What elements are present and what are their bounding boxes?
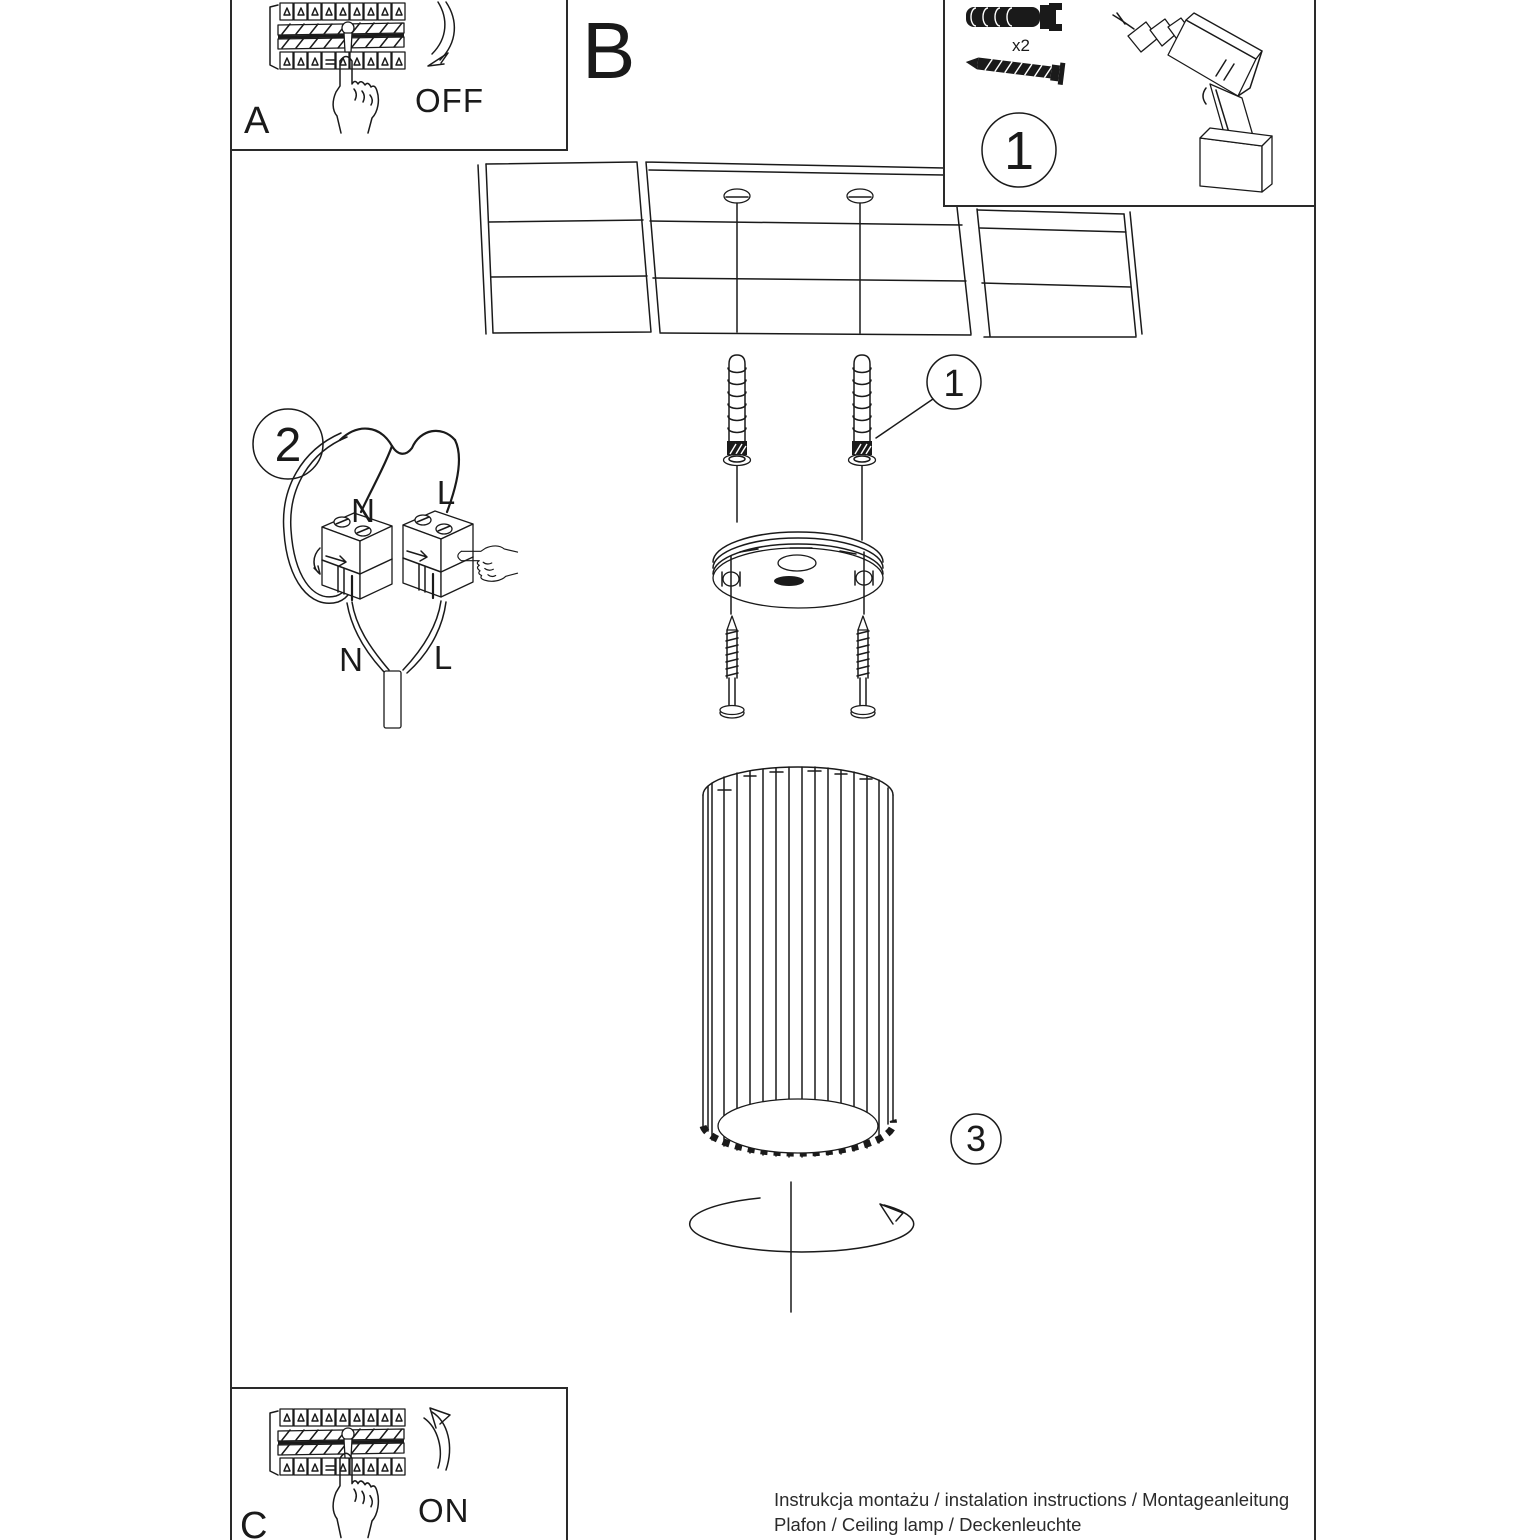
wire-label-n: N: [339, 641, 363, 678]
terminal-label-n: N: [351, 492, 375, 529]
mounting-hole-left: [724, 189, 750, 332]
footer-line2: Plafon / Ceiling lamp / Deckenleuchte: [774, 1514, 1082, 1535]
mounting-hole-right: [847, 189, 873, 333]
wall-plug-right: [849, 355, 876, 540]
on-label: ON: [418, 1492, 470, 1529]
terminal-label-l: L: [436, 474, 456, 511]
rotation-arrow-icon: [690, 1182, 914, 1312]
callout-anchor: [876, 355, 981, 438]
quantity-label: x2: [1012, 36, 1030, 55]
canopy-drawing: [713, 532, 883, 614]
cable-sleeve: [384, 671, 401, 728]
callout-anchor-number: 1: [943, 363, 965, 405]
off-arrow-icon: [428, 2, 454, 66]
parts-box-number: 1: [1003, 121, 1035, 181]
wall-plug-kit-icon: [966, 3, 1062, 31]
screw-right: [851, 616, 875, 718]
supply-wires: [340, 429, 455, 454]
off-label: OFF: [415, 82, 484, 119]
parts-box: [944, 0, 1315, 206]
step-a-label: A: [244, 100, 270, 142]
wall-plug-left: [724, 355, 751, 522]
shade-callout: [951, 1114, 1001, 1164]
step-c-panel: [231, 1388, 567, 1540]
terminal-block-l: [403, 511, 473, 598]
breaker-panel-icon-c: [270, 1409, 405, 1475]
lamp-shade-drawing: [703, 767, 893, 1157]
wiring-callout-number: 2: [274, 419, 302, 472]
breaker-panel-icon: [270, 3, 405, 69]
step-b-label: B: [582, 6, 636, 95]
shade-callout-number: 3: [965, 1118, 987, 1159]
step-a-panel: [231, 0, 567, 150]
wire-label-l: L: [433, 639, 453, 676]
step-c-label: C: [240, 1505, 268, 1540]
footer-line1: Instrukcja montażu / instalation instructions / Montageanleitung: [774, 1489, 1290, 1510]
screw-left: [720, 616, 744, 718]
wiring-diagram: [253, 409, 518, 728]
